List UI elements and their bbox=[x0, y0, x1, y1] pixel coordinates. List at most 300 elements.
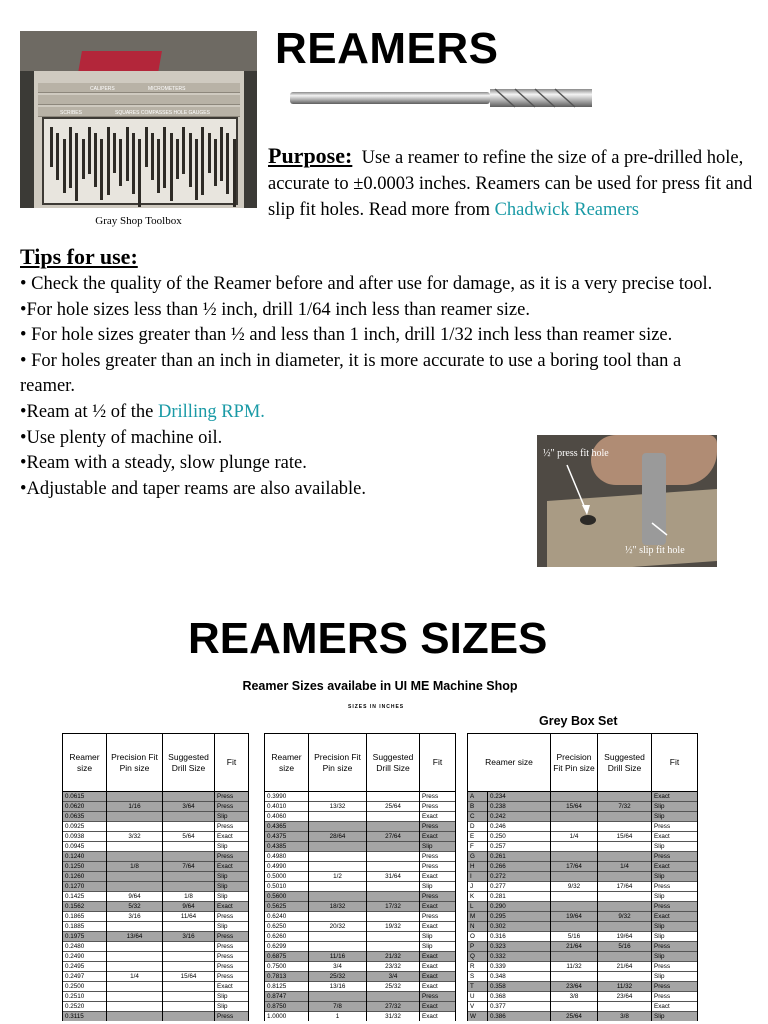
cell-fit: Press bbox=[652, 852, 698, 862]
cell-pin bbox=[551, 792, 598, 802]
tip-item: •Adjustable and taper reams are also available. bbox=[20, 478, 367, 499]
cell-fit: Slip bbox=[652, 952, 698, 962]
cell-letter: C bbox=[468, 812, 488, 822]
cell-pin bbox=[309, 912, 367, 922]
cell-drill bbox=[367, 892, 420, 902]
cell-size: 0.281 bbox=[488, 892, 551, 902]
cell-pin bbox=[309, 942, 367, 952]
table-row bbox=[468, 792, 698, 802]
cell-drill bbox=[163, 872, 215, 882]
cell-drill: 3/4 bbox=[367, 972, 420, 982]
cell-size: 0.7813 bbox=[265, 972, 309, 982]
table-row bbox=[468, 952, 698, 962]
cell-fit: Exact bbox=[215, 982, 249, 992]
cell-drill: 27/64 bbox=[367, 832, 420, 842]
cell-fit: Press bbox=[215, 932, 249, 942]
cell-letter: K bbox=[468, 892, 488, 902]
cell-fit: Slip bbox=[420, 932, 456, 942]
cell-pin: 23/64 bbox=[551, 982, 598, 992]
cell-drill: 1/8 bbox=[163, 892, 215, 902]
cell-pin bbox=[107, 952, 163, 962]
cell-fit: Exact bbox=[420, 972, 456, 982]
cell-drill bbox=[598, 972, 652, 982]
photo-drawer bbox=[38, 83, 240, 93]
table-row bbox=[265, 842, 456, 852]
cell-size: 0.0938 bbox=[63, 832, 107, 842]
cell-pin: 13/64 bbox=[107, 932, 163, 942]
photo-tool bbox=[100, 139, 103, 200]
table-row bbox=[468, 912, 698, 922]
cell-letter: F bbox=[468, 842, 488, 852]
cell-fit: Press bbox=[652, 822, 698, 832]
photo-tool bbox=[226, 133, 229, 194]
cell-pin: 25/32 bbox=[309, 972, 367, 982]
cell-size: 0.6250 bbox=[265, 922, 309, 932]
cell-drill: 31/32 bbox=[367, 1012, 420, 1022]
cell-letter: D bbox=[468, 822, 488, 832]
cell-pin bbox=[551, 922, 598, 932]
cell-size: 0.1562 bbox=[63, 902, 107, 912]
cell-drill: 17/32 bbox=[367, 902, 420, 912]
cell-pin bbox=[107, 872, 163, 882]
cell-size: 0.8747 bbox=[265, 992, 309, 1002]
table-row bbox=[265, 852, 456, 862]
cell-fit: Slip bbox=[652, 802, 698, 812]
cell-pin: 3/16 bbox=[107, 912, 163, 922]
table-row bbox=[265, 872, 456, 882]
table-header-row bbox=[63, 734, 249, 792]
cell-drill: 15/64 bbox=[163, 972, 215, 982]
table-row bbox=[468, 832, 698, 842]
tip-item: • For holes greater than an inch in diameter, it is more accurate to use a boring tool than a reamer. bbox=[20, 350, 682, 397]
cell-fit: Press bbox=[215, 852, 249, 862]
cell-drill bbox=[163, 1002, 215, 1012]
photo-tool bbox=[201, 127, 204, 195]
press-fit-label: ½" press fit hole bbox=[543, 448, 609, 459]
cell-pin bbox=[551, 812, 598, 822]
cell-drill: 15/64 bbox=[598, 832, 652, 842]
cell-pin bbox=[107, 922, 163, 932]
cell-size: 0.302 bbox=[488, 922, 551, 932]
table-row bbox=[468, 972, 698, 982]
photo-tool bbox=[170, 133, 173, 201]
cell-letter: O bbox=[468, 932, 488, 942]
cell-pin: 9/64 bbox=[107, 892, 163, 902]
cell-letter: H bbox=[468, 862, 488, 872]
table-row bbox=[265, 932, 456, 942]
table-row bbox=[63, 902, 249, 912]
cell-drill bbox=[367, 852, 420, 862]
cell-pin bbox=[107, 822, 163, 832]
cell-size: 0.358 bbox=[488, 982, 551, 992]
table-row bbox=[63, 942, 249, 952]
cell-fit: Slip bbox=[215, 812, 249, 822]
photo-tool-tray bbox=[42, 117, 238, 205]
table-row bbox=[265, 942, 456, 952]
table-row bbox=[63, 882, 249, 892]
cell-size: 0.316 bbox=[488, 932, 551, 942]
chadwick-reamers-link[interactable]: Chadwick Reamers bbox=[494, 200, 639, 220]
cell-drill bbox=[163, 882, 215, 892]
table-header-row bbox=[265, 734, 456, 792]
photo-tool bbox=[56, 133, 59, 180]
cell-size: 0.0635 bbox=[63, 812, 107, 822]
cell-fit: Press bbox=[215, 972, 249, 982]
cell-letter: N bbox=[468, 922, 488, 932]
col-header-precision-fit: Precision Fit Pin size bbox=[107, 734, 163, 792]
cell-pin bbox=[551, 842, 598, 852]
cell-size: 0.1865 bbox=[63, 912, 107, 922]
cell-size: 0.4060 bbox=[265, 812, 309, 822]
table-row bbox=[468, 802, 698, 812]
cell-size: 0.4980 bbox=[265, 852, 309, 862]
cell-pin bbox=[551, 902, 598, 912]
cell-pin bbox=[107, 842, 163, 852]
cell-fit: Exact bbox=[652, 862, 698, 872]
drilling-rpm-link[interactable]: Drilling RPM. bbox=[158, 401, 265, 422]
grey-box-size-table bbox=[467, 733, 698, 1021]
cell-fit: Slip bbox=[420, 942, 456, 952]
cell-drill bbox=[163, 992, 215, 1002]
table-row bbox=[468, 982, 698, 992]
page-title: REAMERS bbox=[275, 24, 499, 73]
table-row bbox=[468, 852, 698, 862]
photo-tool bbox=[157, 139, 160, 193]
cell-pin bbox=[107, 962, 163, 972]
photo-tool bbox=[138, 139, 141, 207]
table-row bbox=[63, 832, 249, 842]
cell-fit: Slip bbox=[652, 1012, 698, 1022]
table-row bbox=[265, 862, 456, 872]
cell-pin bbox=[107, 992, 163, 1002]
col-header-suggested-drill: Suggested Drill Size bbox=[367, 734, 420, 792]
cell-drill bbox=[598, 902, 652, 912]
cell-drill: 3/16 bbox=[163, 932, 215, 942]
tip-item: •For hole sizes less than ½ inch, drill 1/64 inch less than reamer size. bbox=[20, 299, 530, 320]
cell-pin bbox=[107, 792, 163, 802]
photo-label: SQUARES COMPASSES HOLE GAUGES bbox=[115, 110, 210, 116]
photo-tool bbox=[145, 127, 148, 167]
cell-drill: 27/32 bbox=[367, 1002, 420, 1012]
cell-size: 0.7500 bbox=[265, 962, 309, 972]
cell-pin: 13/32 bbox=[309, 802, 367, 812]
cell-size: 0.6240 bbox=[265, 912, 309, 922]
photo-drawer bbox=[38, 95, 240, 105]
table-row bbox=[468, 932, 698, 942]
cell-fit: Slip bbox=[652, 842, 698, 852]
cell-drill: 11/64 bbox=[163, 912, 215, 922]
cell-size: 0.246 bbox=[488, 822, 551, 832]
cell-letter: L bbox=[468, 902, 488, 912]
cell-pin bbox=[551, 1002, 598, 1012]
cell-size: 0.0925 bbox=[63, 822, 107, 832]
cell-drill bbox=[163, 822, 215, 832]
cell-size: 0.2480 bbox=[63, 942, 107, 952]
table-row bbox=[63, 912, 249, 922]
cell-fit: Press bbox=[215, 952, 249, 962]
cell-size: 1.0000 bbox=[265, 1012, 309, 1022]
cell-size: 0.4385 bbox=[265, 842, 309, 852]
tip-item: •Ream with a steady, slow plunge rate. bbox=[20, 453, 307, 474]
cell-pin: 17/64 bbox=[551, 862, 598, 872]
cell-size: 0.257 bbox=[488, 842, 551, 852]
cell-size: 0.323 bbox=[488, 942, 551, 952]
cell-fit: Exact bbox=[420, 1012, 456, 1022]
cell-size: 0.6260 bbox=[265, 932, 309, 942]
cell-fit: Exact bbox=[420, 832, 456, 842]
cell-size: 0.3115 bbox=[63, 1012, 107, 1022]
cell-size: 0.2510 bbox=[63, 992, 107, 1002]
cell-fit: Exact bbox=[215, 862, 249, 872]
cell-size: 0.5010 bbox=[265, 882, 309, 892]
cell-drill: 3/64 bbox=[163, 802, 215, 812]
cell-pin: 18/32 bbox=[309, 902, 367, 912]
cell-pin bbox=[551, 852, 598, 862]
cell-fit: Exact bbox=[420, 982, 456, 992]
cell-size: 0.5000 bbox=[265, 872, 309, 882]
cell-drill bbox=[367, 862, 420, 872]
cell-letter: M bbox=[468, 912, 488, 922]
cell-drill: 1/4 bbox=[598, 862, 652, 872]
cell-size: 0.5625 bbox=[265, 902, 309, 912]
tips-title: Tips for use: bbox=[20, 244, 138, 269]
cell-letter: V bbox=[468, 1002, 488, 1012]
table-row bbox=[63, 952, 249, 962]
cell-size: 0.2490 bbox=[63, 952, 107, 962]
cell-size: 0.238 bbox=[488, 802, 551, 812]
col-header-fit: Fit bbox=[652, 734, 698, 792]
cell-pin: 5/16 bbox=[551, 932, 598, 942]
tip-item: • Check the quality of the Reamer before and after use for damage, as it is a very precise tool. bbox=[20, 274, 713, 294]
table-row bbox=[265, 922, 456, 932]
cell-drill: 7/64 bbox=[163, 862, 215, 872]
cell-drill: 11/32 bbox=[598, 982, 652, 992]
cell-size: 0.8750 bbox=[265, 1002, 309, 1012]
cell-fit: Slip bbox=[215, 842, 249, 852]
table-row bbox=[265, 1012, 456, 1022]
cell-fit: Press bbox=[215, 942, 249, 952]
cell-fit: Exact bbox=[652, 912, 698, 922]
cell-letter: I bbox=[468, 872, 488, 882]
cell-fit: Exact bbox=[420, 922, 456, 932]
cell-drill bbox=[598, 892, 652, 902]
photo-label: SCRIBES bbox=[60, 110, 82, 116]
cell-pin bbox=[107, 942, 163, 952]
reamer-size-table-1 bbox=[62, 733, 249, 1021]
cell-pin: 13/16 bbox=[309, 982, 367, 992]
table-row bbox=[468, 962, 698, 972]
photo-tool bbox=[182, 127, 185, 174]
table-row bbox=[265, 902, 456, 912]
cell-pin: 3/8 bbox=[551, 992, 598, 1002]
cell-pin: 1 bbox=[309, 1012, 367, 1022]
cell-pin: 20/32 bbox=[309, 922, 367, 932]
cell-pin bbox=[309, 812, 367, 822]
cell-drill bbox=[598, 812, 652, 822]
cell-size: 0.295 bbox=[488, 912, 551, 922]
cell-fit: Press bbox=[652, 882, 698, 892]
cell-drill bbox=[367, 792, 420, 802]
purpose-label: Purpose: bbox=[268, 143, 353, 168]
cell-fit: Press bbox=[652, 962, 698, 972]
table-row bbox=[265, 882, 456, 892]
table-row bbox=[265, 962, 456, 972]
cell-size: 0.234 bbox=[488, 792, 551, 802]
cell-letter: Q bbox=[468, 952, 488, 962]
photo-label: MICROMETERS bbox=[148, 86, 186, 92]
cell-letter: P bbox=[468, 942, 488, 952]
cell-pin bbox=[107, 882, 163, 892]
purpose-paragraph bbox=[268, 143, 758, 223]
table-header-row bbox=[468, 734, 698, 792]
table-row bbox=[63, 892, 249, 902]
cell-fit: Press bbox=[420, 852, 456, 862]
cell-drill: 17/64 bbox=[598, 882, 652, 892]
cell-size: 0.266 bbox=[488, 862, 551, 872]
table-row bbox=[468, 902, 698, 912]
cell-fit: Slip bbox=[215, 892, 249, 902]
cell-pin: 28/64 bbox=[309, 832, 367, 842]
ream-prefix: •Ream at ½ of the bbox=[20, 401, 154, 422]
sizes-title: REAMERS SIZES bbox=[188, 614, 548, 663]
cell-drill: 23/32 bbox=[367, 962, 420, 972]
cell-fit: Slip bbox=[652, 922, 698, 932]
cell-drill bbox=[163, 922, 215, 932]
cell-size: 0.2520 bbox=[63, 1002, 107, 1012]
table-row bbox=[468, 862, 698, 872]
cell-drill bbox=[598, 1002, 652, 1012]
cell-fit: Press bbox=[215, 1012, 249, 1022]
cell-pin: 9/32 bbox=[551, 882, 598, 892]
cell-size: 0.1425 bbox=[63, 892, 107, 902]
cell-fit: Press bbox=[652, 902, 698, 912]
cell-fit: Exact bbox=[420, 962, 456, 972]
table-row bbox=[63, 1002, 249, 1012]
cell-fit: Press bbox=[420, 912, 456, 922]
photo-tool bbox=[69, 127, 72, 188]
cell-drill: 19/64 bbox=[598, 932, 652, 942]
cell-fit: Press bbox=[420, 992, 456, 1002]
table-row bbox=[468, 822, 698, 832]
grey-box-title: Grey Box Set bbox=[539, 714, 618, 728]
cell-fit: Exact bbox=[652, 1002, 698, 1012]
photo-tool bbox=[126, 127, 129, 181]
cell-fit: Exact bbox=[420, 812, 456, 822]
cell-size: 0.261 bbox=[488, 852, 551, 862]
cell-drill bbox=[163, 812, 215, 822]
cell-size: 0.4990 bbox=[265, 862, 309, 872]
photo-tool bbox=[119, 139, 122, 186]
cell-pin: 1/4 bbox=[107, 972, 163, 982]
cell-size: 0.0945 bbox=[63, 842, 107, 852]
table-row bbox=[468, 842, 698, 852]
table-row bbox=[63, 1012, 249, 1022]
cell-pin bbox=[107, 812, 163, 822]
cell-fit: Press bbox=[215, 792, 249, 802]
cell-fit: Press bbox=[215, 962, 249, 972]
cell-drill: 25/32 bbox=[367, 982, 420, 992]
cell-pin: 25/64 bbox=[551, 1012, 598, 1022]
cell-drill bbox=[163, 952, 215, 962]
cell-fit: Slip bbox=[215, 992, 249, 1002]
photo-tool bbox=[132, 133, 135, 194]
photo-label: CALIPERS bbox=[90, 86, 115, 92]
cell-pin bbox=[309, 862, 367, 872]
cell-drill bbox=[367, 992, 420, 1002]
cell-size: 0.1250 bbox=[63, 862, 107, 872]
table-row bbox=[468, 872, 698, 882]
cell-pin: 11/16 bbox=[309, 952, 367, 962]
tip-item: • For hole sizes greater than ½ and less than 1 inch, drill 1/32 inch less than reamer size. bbox=[20, 325, 673, 346]
cell-drill bbox=[163, 982, 215, 992]
cell-fit: Press bbox=[215, 802, 249, 812]
cell-drill: 5/16 bbox=[598, 942, 652, 952]
col-header-fit: Fit bbox=[420, 734, 456, 792]
cell-drill bbox=[367, 912, 420, 922]
cell-pin bbox=[551, 952, 598, 962]
col-header-precision-fit: Precision Fit Pin size bbox=[551, 734, 598, 792]
cell-drill: 9/32 bbox=[598, 912, 652, 922]
cell-drill bbox=[598, 922, 652, 932]
cell-pin: 5/32 bbox=[107, 902, 163, 912]
cell-size: 0.5600 bbox=[265, 892, 309, 902]
table-row bbox=[63, 862, 249, 872]
cell-fit: Press bbox=[420, 822, 456, 832]
cell-drill: 19/32 bbox=[367, 922, 420, 932]
photo-tool bbox=[233, 139, 236, 207]
cell-size: 0.1975 bbox=[63, 932, 107, 942]
table-row bbox=[265, 792, 456, 802]
cell-drill bbox=[163, 942, 215, 952]
cell-size: 0.272 bbox=[488, 872, 551, 882]
photo-tool bbox=[88, 127, 91, 174]
table-row bbox=[63, 822, 249, 832]
photo-tool bbox=[151, 133, 154, 180]
cell-fit: Exact bbox=[652, 792, 698, 802]
photo-tool bbox=[50, 127, 53, 167]
cell-letter: B bbox=[468, 802, 488, 812]
cell-drill: 3/8 bbox=[598, 1012, 652, 1022]
col-header-fit: Fit bbox=[215, 734, 249, 792]
cell-size: 0.2500 bbox=[63, 982, 107, 992]
photo-caption: Gray Shop Toolbox bbox=[95, 215, 182, 227]
col-header-suggested-drill: Suggested Drill Size bbox=[163, 734, 215, 792]
cell-pin bbox=[309, 932, 367, 942]
cell-pin bbox=[107, 852, 163, 862]
tip-item: •Use plenty of machine oil. bbox=[20, 427, 223, 448]
table-row bbox=[468, 942, 698, 952]
table-row bbox=[265, 982, 456, 992]
cell-drill: 25/64 bbox=[367, 802, 420, 812]
cell-size: 0.242 bbox=[488, 812, 551, 822]
cell-fit: Press bbox=[420, 862, 456, 872]
table-row bbox=[63, 812, 249, 822]
cell-letter: E bbox=[468, 832, 488, 842]
cell-fit: Exact bbox=[420, 1002, 456, 1012]
cell-pin bbox=[309, 892, 367, 902]
cell-size: 0.1885 bbox=[63, 922, 107, 932]
photo-tool bbox=[195, 139, 198, 200]
cell-letter: T bbox=[468, 982, 488, 992]
cell-size: 0.4375 bbox=[265, 832, 309, 842]
table-row bbox=[265, 812, 456, 822]
cell-drill bbox=[163, 1012, 215, 1022]
cell-letter: G bbox=[468, 852, 488, 862]
cell-letter: R bbox=[468, 962, 488, 972]
photo-tool bbox=[113, 133, 116, 173]
cell-drill: 23/64 bbox=[598, 992, 652, 1002]
table-row bbox=[63, 792, 249, 802]
